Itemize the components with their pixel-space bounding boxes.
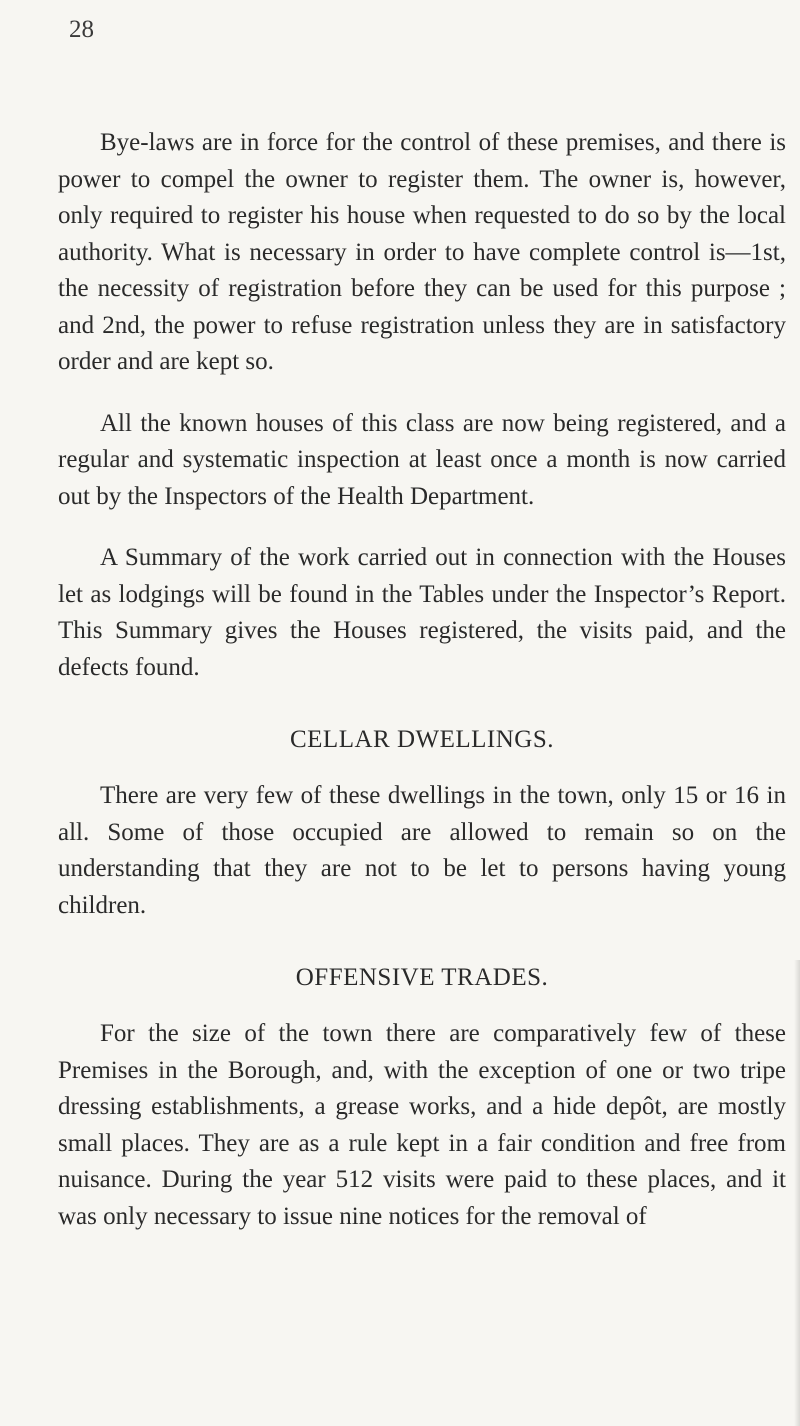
paragraph-cellar-dwellings: There are very few of these dwellings in the town, only 15 or 16 in all. Some of those occupied are allowed to remain so on the understanding that they are not to be let to persons having young children. (58, 782, 786, 919)
paragraph-summary: A Summary of the work carried out in connection with the Houses let as lodgings will be found in the Tables under the Inspector’s Report. This Summary gives the Houses registered, the visits paid, and the defects found. (58, 544, 786, 681)
paragraph-bye-laws: Bye-laws are in force for the control of these premises, and there is power to compel the owner to register them. The owner is, however, only required to register his house when requested to do so by the local authority. What is necessary in order to have complete control is—1st, the necessity of registration before they can be used for this purpose ; and 2nd, the power to refuse registration unless they are in satisfactory order and are kept so. (58, 129, 786, 375)
page-number: 28 (69, 16, 94, 43)
heading-cellar-dwellings: CELLAR DWELLINGS. (289, 726, 555, 753)
paragraph-registration: All the known houses of this class are now being registered, and a regular and systematic inspection at least once a month is now carried out by the Inspectors of the Health Department. (58, 409, 786, 510)
page-body (58, 125, 786, 1235)
page-edge-shadow (794, 960, 800, 1426)
paragraph-offensive-trades: For the size of the town there are comparatively few of these Premises in the Borough, and, with the exception of one or two tripe dressing establishments, a grease works, and a hide depôt, are mostly small places. They are as a rule kept in a fair condition and free from nuisance. During the year 512 visits were paid to these places, and it was only necessary to issue nine notices for the removal of (58, 1020, 786, 1230)
heading-offensive-trades: OFFENSIVE TRADES. (295, 964, 549, 991)
